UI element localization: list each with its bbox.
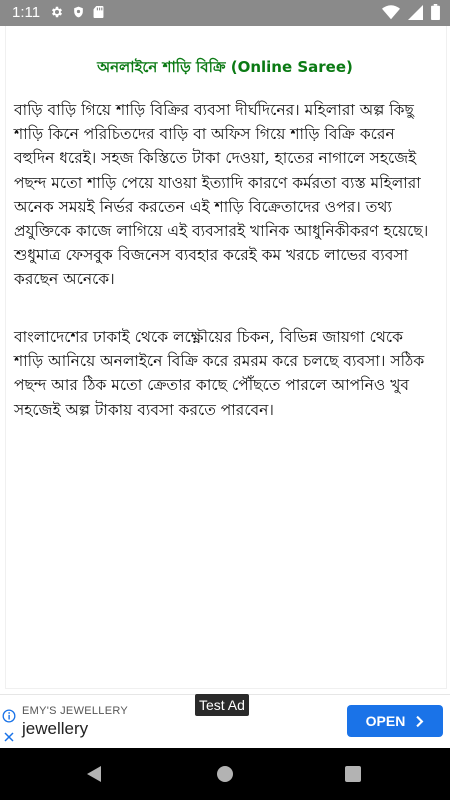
article-paragraph-2: বাংলাদেশের ঢাকাই থেকে লক্ষ্ণৌয়ের চিকন, বিভিন্ন জায়গা থেকে শাড়ি আনিয়ে অনলাইনে বিক্রি করে রমরম করে চলছে ব্যবসা। সঠিক পছন্দ আর ঠিক মতো ক্রেতার কাছে পৌঁছতে পারলে আপনিও খুব সহজেই অল্প টাকায় ব্যবসা করতে পারবেন। bbox=[14, 328, 425, 419]
ad-advertiser: EMY'S JEWELLERY bbox=[22, 705, 129, 717]
shield-icon bbox=[72, 5, 85, 19]
close-icon[interactable] bbox=[3, 731, 15, 743]
ad-banner[interactable] bbox=[0, 694, 450, 749]
home-icon[interactable] bbox=[216, 765, 234, 783]
article-paragraph-1: বাড়ি বাড়ি গিয়ে শাড়ি বিক্রির ব্যবসা দীর্ঘদিনের। মহিলারা অল্প কিছু শাড়ি কিনে পরিচিতদের বাড়ি বা অফিস গিয়ে শাড়ি বিক্রি করেন বহুদিন ধরেই। সহজ কিস্তিতে টাকা দেওয়া, হাতের নাগালে সহজেই পছন্দ মতো শাড়ি পেয়ে যাওয়া ইত্যাদি কারণে কর্মরতা ব্যস্ত মহিলারা অনেক সময়ই নির্ভর করতেন এই শাড়ি বিক্রেতাদের ওপর। তথ্য প্রযুক্তিকে কাজে লাগিয়ে এই ব্যবসারই খানিক আধুনিকীকরণ হয়েছে। শুধুমাত্র ফেসবুক বিজনেস ব্যবহার করেই কম খরচে লাভের ব্যবসা করছেন অনেকে। bbox=[14, 101, 429, 289]
ad-tag: Test Ad bbox=[195, 694, 249, 716]
chevron-right-icon bbox=[415, 715, 424, 728]
navigation-bar bbox=[0, 748, 450, 800]
ad-headline[interactable]: jewellery bbox=[22, 719, 89, 738]
signal-icon bbox=[408, 5, 423, 20]
back-icon[interactable] bbox=[86, 765, 102, 783]
ad-open-label: OPEN bbox=[365, 713, 406, 729]
info-icon[interactable] bbox=[2, 709, 16, 723]
wifi-icon bbox=[382, 5, 400, 20]
battery-icon bbox=[431, 4, 440, 20]
article-title: অনলাইনে শাড়ি বিক্রি (Online Saree) bbox=[97, 58, 353, 76]
status-icons-left bbox=[50, 5, 104, 19]
ad-open-button[interactable] bbox=[347, 705, 443, 737]
article-content bbox=[0, 26, 450, 694]
sd-card-icon bbox=[93, 5, 104, 19]
status-icons-right bbox=[382, 4, 440, 20]
recents-icon[interactable] bbox=[345, 766, 361, 782]
status-time: 1:11 bbox=[12, 4, 41, 21]
status-bar bbox=[0, 0, 450, 26]
gear-icon bbox=[50, 5, 64, 19]
